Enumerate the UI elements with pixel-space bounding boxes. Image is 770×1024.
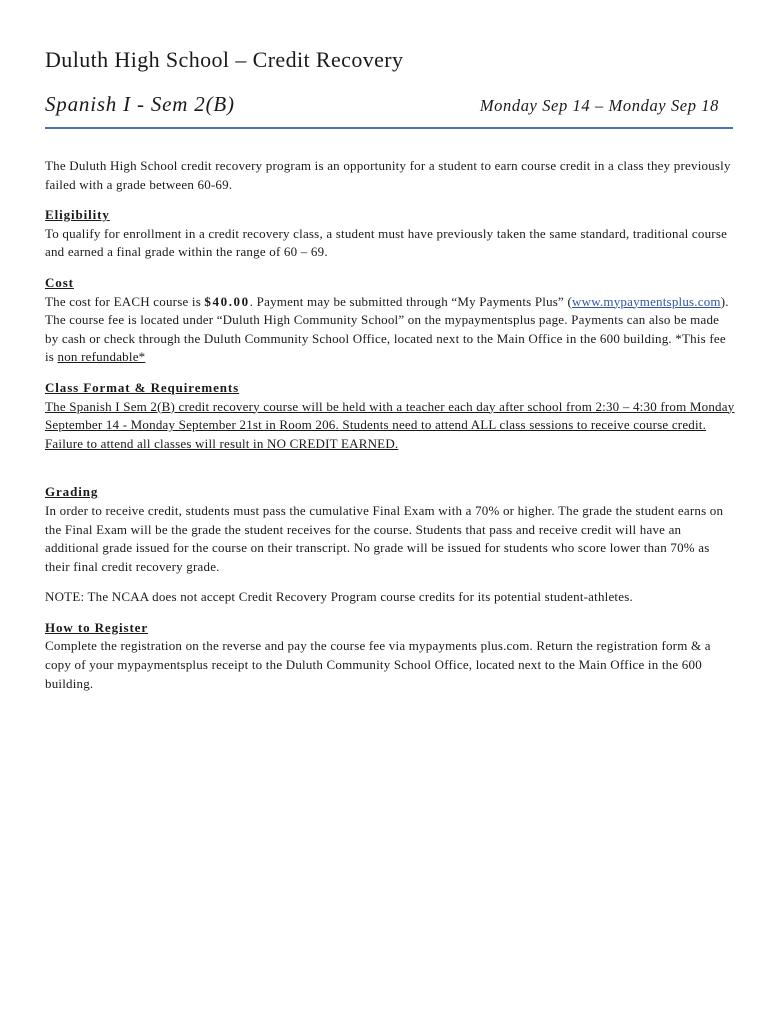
ncaa-note: NOTE: The NCAA does not accept Credit Recovery Program course credits for its potential student-athletes. <box>45 589 633 605</box>
header-divider <box>45 127 733 129</box>
cost-text <box>45 293 735 367</box>
cost-text-a: The cost for EACH course is <box>45 293 205 309</box>
format-heading: Class Format & Requirements <box>45 379 240 395</box>
grading-heading: Grading <box>45 484 99 500</box>
document-body <box>45 157 735 693</box>
grading-text: In order to receive credit, students must pass the cumulative Final Exam with a 70% or higher. The grade the student earns on the Final Exam will be the grade the student receives for the course. Students that pass and receive credit will have an additional grade issued for the course on their transcript. No grade will be issued for students who score lower than 70% as their final credit recovery grade. <box>45 502 724 574</box>
course-price: $40.00 <box>204 293 250 309</box>
eligibility-text: To qualify for enrollment in a credit recovery class, a student must have previously taken the same standard, traditional course and earned a final grade within the range of 60 – 69. <box>45 225 728 260</box>
cost-text-c: ). The course fee is located under “Duluth High Community School” on the mypaymentsplus page. Payments can also be made by cash or check through the Duluth Community School Office, located next to the Main Office in the 600 building. *This fee is <box>45 293 729 365</box>
cost-heading: Cost <box>45 274 74 290</box>
course-title: Spanish I - Sem 2(B) <box>45 92 235 116</box>
format-section <box>45 379 735 453</box>
register-section <box>45 619 735 693</box>
course-dates: Monday Sep 14 – Monday Sep 18 <box>479 96 719 115</box>
page-title: Duluth High School – Credit Recovery <box>45 47 404 72</box>
intro-paragraph: The Duluth High School credit recovery program is an opportunity for a student to earn course credit in a class they previously failed with a grade between 60-69. <box>45 158 731 192</box>
non-refundable-note: non refundable* <box>57 349 146 365</box>
format-text: The Spanish I Sem 2(B) credit recovery course will be held with a teacher each day after school from 2:30 – 4:30 from Monday September 14 - Monday September 21st in Room 206. Students need to attend ALL class sessions to receive course credit. Failure to attend all classes will result in NO CREDIT EARNED. <box>45 398 735 451</box>
register-heading: How to Register <box>45 619 149 635</box>
eligibility-section <box>45 206 735 262</box>
mypaymentsplus-link[interactable]: www.mypaymentsplus.com <box>572 293 721 309</box>
grading-section <box>45 483 735 576</box>
register-text: Complete the registration on the reverse and pay the course fee via mypayments plus.com. Return the registration form & a copy of your mypaymentsplus receipt to the Duluth Community School Office, located next to the Main Office in the 600 building. <box>45 638 711 691</box>
eligibility-heading: Eligibility <box>45 207 110 223</box>
cost-section <box>45 274 735 367</box>
cost-text-b: . Payment may be submitted through “My Payments Plus” ( <box>249 293 573 309</box>
